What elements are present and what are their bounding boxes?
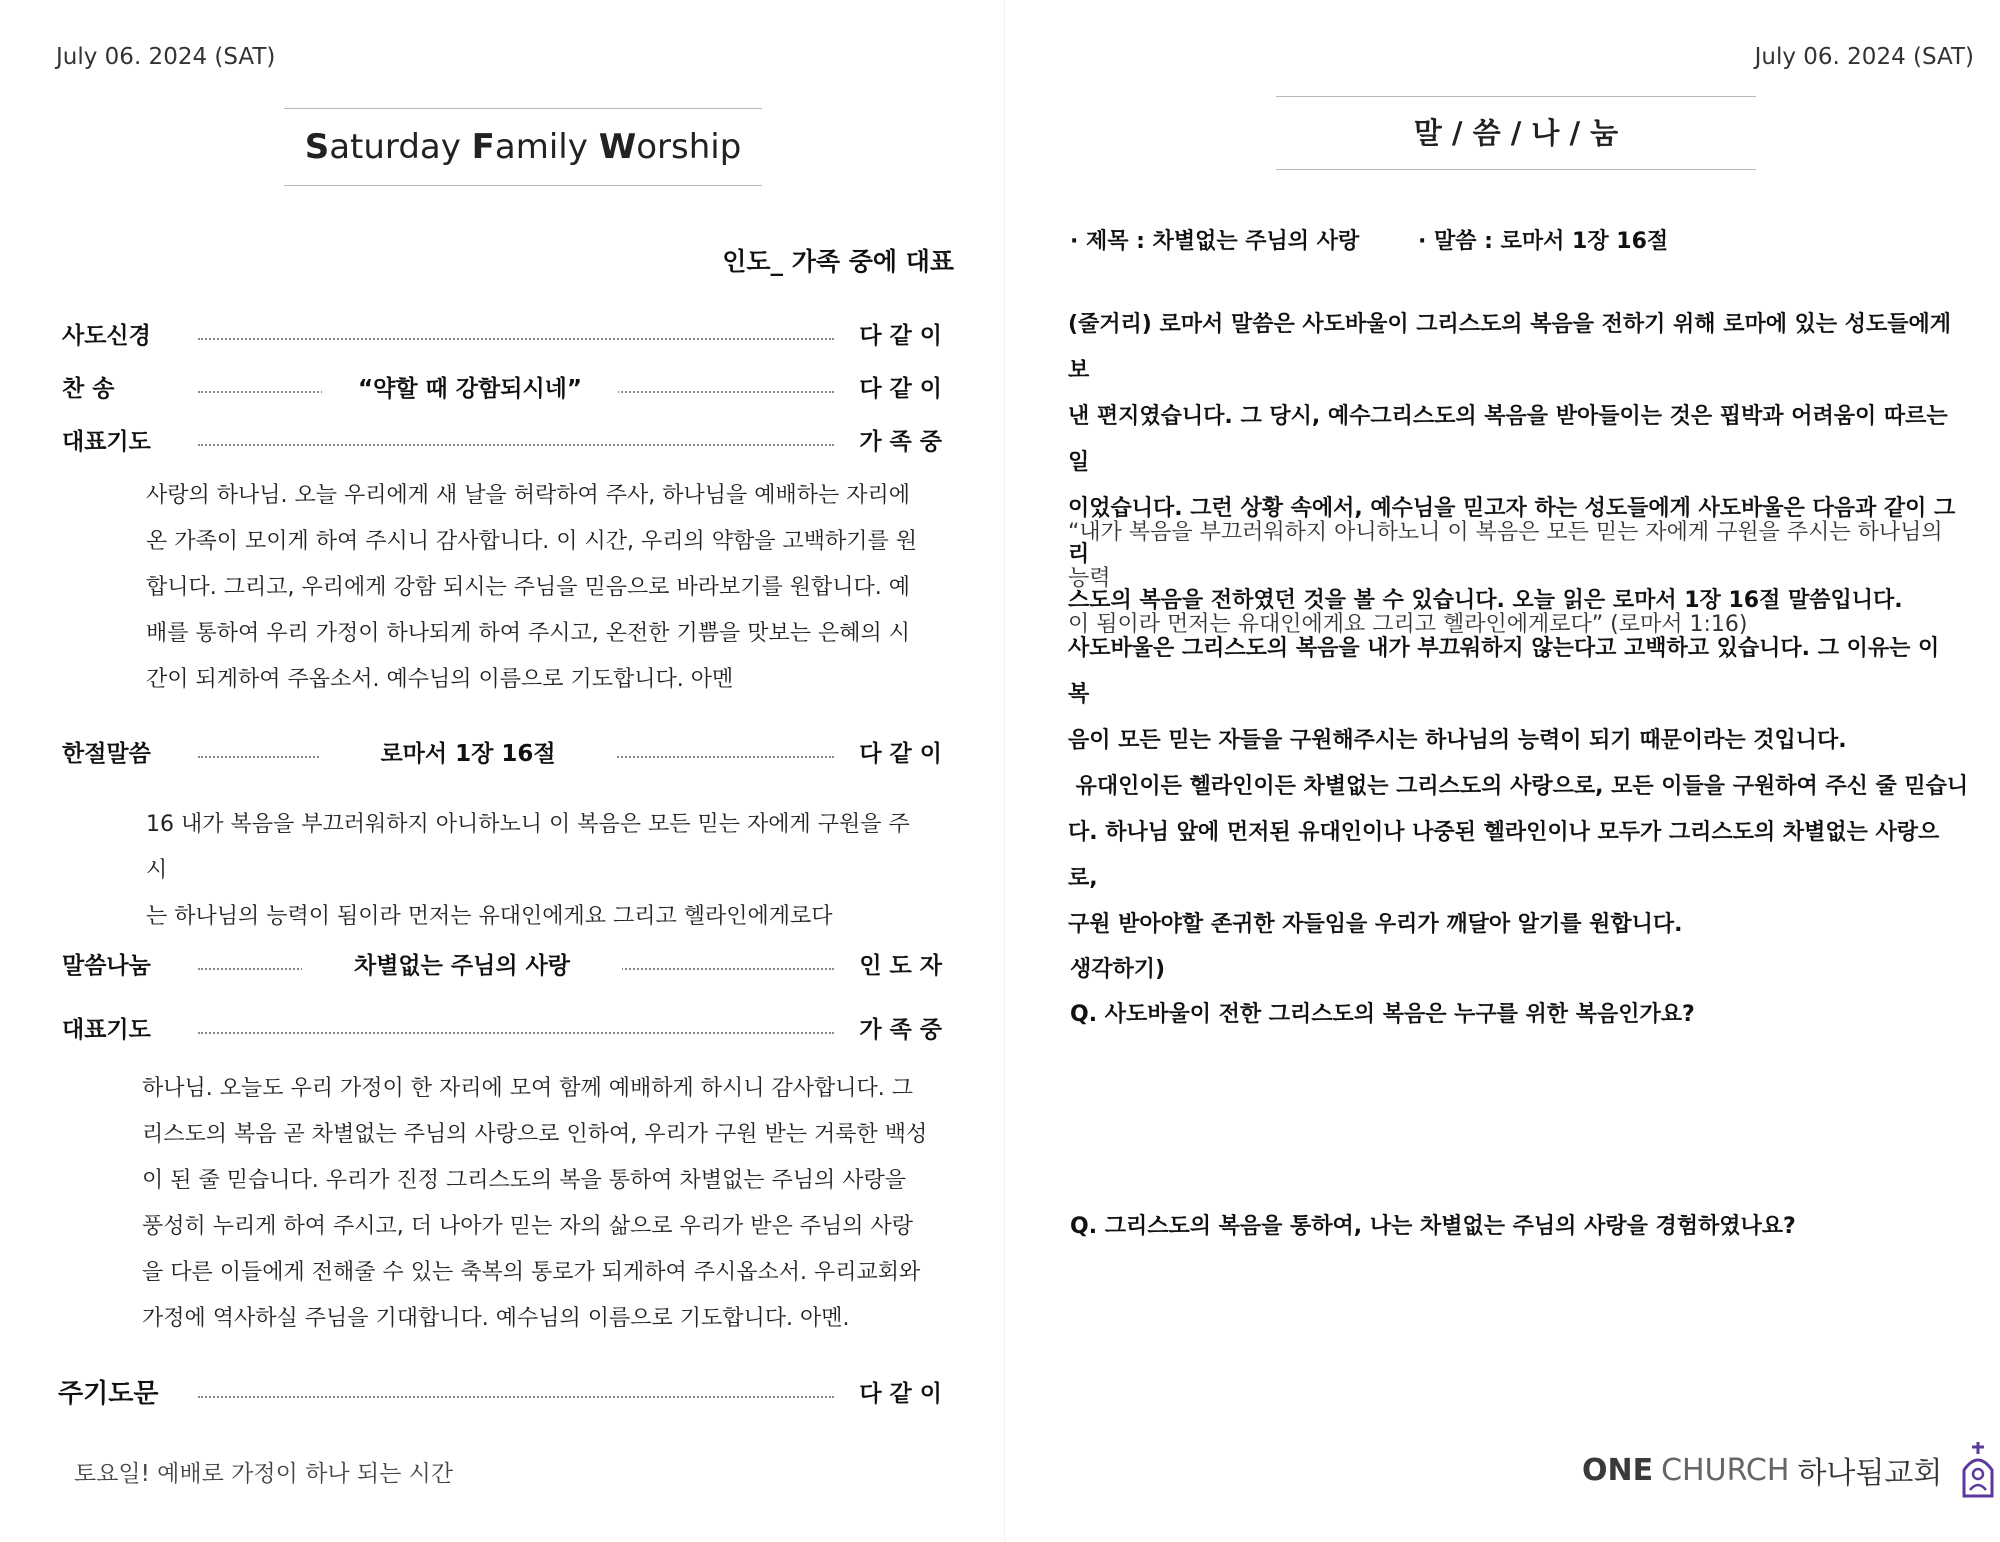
order-row-creed [62, 316, 942, 356]
body-line: 구원 받아야할 존귀한 자들임을 우리가 깨달아 알기를 원합니다. [1068, 912, 1683, 937]
footer-slogan: 토요일! 예배로 가정이 하나 되는 시간 [74, 1461, 454, 1487]
row-center: 차별없는 주님의 사랑 [302, 946, 622, 986]
row-center: 로마서 1장 16절 [320, 734, 616, 774]
worship-title-text [284, 109, 762, 185]
body-line: 다. 하나님 앞에 먼저된 유대인이나 나중된 헬라인이나 모두가 그리스도의 차별없는 사랑으로, [1068, 820, 1940, 891]
title-rest-s: aturday [329, 127, 472, 167]
row-label: 말씀나눔 [62, 953, 151, 979]
scripture-line: · 말씀 : 로마서 1장 16절 [1418, 229, 1669, 254]
prayer-line: 배를 통하여 우리 가정이 하나되게 하여 주시고, 온전한 기쁨을 맛보는 은혜의 시 [146, 621, 910, 646]
leader-note: 인도_ 가족 중에 대표 [722, 247, 954, 276]
prayer-line: 가정에 역사하실 주님을 기대합니다. 예수님의 이름으로 기도합니다. 아멘. [142, 1306, 850, 1331]
title-rest-f: amily [494, 127, 599, 167]
body-line: 사도바울은 그리스도의 복음을 내가 부끄워하지 않는다고 고백하고 있습니다. 그 이유는 이 복 [1068, 636, 1940, 707]
row-right: 가 족 중 [859, 1017, 942, 1043]
dot-leader [198, 1382, 834, 1398]
row-label: 한절말씀 [62, 741, 151, 767]
summary-line: (줄거리) 로마서 말씀은 사도바울이 그리스도의 복음을 전하기 위해 로마에 있는 성도들에게 보 [1068, 312, 1952, 383]
order-row-hymn [62, 369, 942, 409]
sharing-title [1276, 96, 1756, 170]
right-page [1000, 0, 2000, 1542]
prayer-line: 합니다. 그리고, 우리에게 강함 되시는 주님을 믿음으로 바라보기를 원합니다. 예 [146, 575, 910, 600]
prayer-line: 사랑의 하나님. 오늘 우리에게 새 날을 허락하여 주사, 하나님을 예배하는 자리에 [146, 483, 910, 508]
quote-line: “내가 복음을 부끄러워하지 아니하노니 이 복음은 모든 믿는 자에게 구원을 주시는 하나님의 능력 [1068, 520, 1943, 591]
dot-leader [198, 1018, 834, 1034]
row-label: 사도신경 [62, 323, 151, 349]
order-row-prayer-2 [62, 1010, 942, 1050]
prayer-line: 하나님. 오늘도 우리 가정이 한 자리에 모여 함께 예배하게 하시니 감사합니다. 그 [142, 1076, 913, 1101]
order-row-sharing [62, 946, 942, 986]
prayer-line: 리스도의 복음 곧 차별없는 주님의 사랑으로 인하여, 우리가 구원 받는 거룩한 백성 [142, 1122, 928, 1147]
body-line: 유대인이든 헬라인이든 차별없는 그리스도의 사랑으로, 모든 이들을 구원하여 주신 줄 믿습니 [1068, 774, 1969, 799]
prayer-line: 을 다른 이들에게 전해줄 수 있는 축복의 통로가 되게하여 주시옵소서. 우리교회와 [142, 1260, 921, 1285]
dot-leader [198, 430, 834, 446]
row-right: 가 족 중 [859, 429, 942, 455]
question-1: Q. 사도바울이 전한 그리스도의 복음은 누구를 위한 복음인가요? [1070, 1002, 1695, 1027]
row-right: 다 같 이 [859, 1381, 942, 1407]
prayer-line: 풍성히 누리게 하여 주시고, 더 나아가 믿는 자의 삶으로 우리가 받은 주님의 사랑 [142, 1214, 913, 1239]
row-right: 다 같 이 [859, 741, 942, 767]
prayer-1-text [146, 473, 926, 703]
logo-church: CHURCH [1661, 1452, 1790, 1488]
row-right: 다 같 이 [859, 323, 942, 349]
worship-title [284, 108, 762, 186]
subject-line: · 제목 : 차별없는 주님의 사랑 [1070, 229, 1360, 254]
row-label: 대표기도 [62, 1017, 151, 1043]
title-rest-w: orship [636, 127, 742, 167]
dot-leader [198, 324, 834, 340]
body-line: 음이 모든 믿는 자들을 구원해주시는 하나님의 능력이 되기 때문이라는 것입니다. [1068, 728, 1847, 753]
summary-line: 이었습니다. 그런 상황 속에서, 예수님을 믿고자 하는 성도들에게 사도바울은 다음과 같이 그리 [1068, 496, 1956, 567]
order-row-verse [62, 734, 942, 774]
body-text [1068, 626, 1968, 948]
row-center: “약할 때 강함되시네” [322, 369, 618, 409]
think-heading: 생각하기) [1070, 957, 1166, 982]
verse-line: 16 내가 복음을 부끄러워하지 아니하노니 이 복음은 모든 믿는 자에게 구원을 주시 [146, 812, 910, 883]
summary-line: 스도의 복음을 전하였던 것을 볼 수 있습니다. 오늘 읽은 로마서 1장 16절 말씀입니다. [1068, 588, 1903, 613]
title-cap-w: W [598, 127, 637, 167]
question-2: Q. 그리스도의 복음을 통하여, 나는 차별없는 주님의 사랑을 경험하였나요? [1070, 1214, 1796, 1239]
right-date: July 06. 2024 (SAT) [1754, 44, 1974, 70]
prayer-line: 이 된 줄 믿습니다. 우리가 진정 그리스도의 복을 통하여 차별없는 주님의 사랑을 [142, 1168, 906, 1193]
logo-korean: 하나됨교회 [1797, 1456, 1943, 1491]
title-cap-f: F [471, 127, 495, 167]
row-label: 찬 송 [62, 376, 115, 402]
row-right: 다 같 이 [859, 376, 942, 402]
prayer-2-text [142, 1066, 932, 1342]
prayer-line: 온 가족이 모이게 하여 주시니 감사합니다. 이 시간, 우리의 약함을 고백하기를 원 [146, 529, 917, 554]
row-label: 대표기도 [62, 429, 151, 455]
order-row-prayer-1 [62, 422, 942, 462]
title-cap-s: S [304, 127, 330, 167]
church-logo [1582, 1440, 2000, 1500]
sharing-title-text: 말 / 씀 / 나 / 눔 [1413, 116, 1619, 150]
summary-line: 낸 편지였습니다. 그 당시, 예수그리스도의 복음을 받아들이는 것은 핍박과 어려움이 따르는 일 [1068, 404, 1948, 475]
church-cross-icon [1956, 1440, 2000, 1500]
row-label: 주기도문 [58, 1379, 159, 1409]
quote-line: 이 됨이라 먼저는 유대인에게요 그리고 헬라인에게로다” (로마서 1:16) [1068, 612, 1748, 637]
order-row-lords-prayer [58, 1374, 942, 1414]
logo-one: ONE [1582, 1452, 1654, 1488]
verse-text [146, 802, 926, 940]
row-right: 인 도 자 [859, 953, 942, 979]
prayer-line: 간이 되게하여 주옵소서. 예수님의 이름으로 기도합니다. 아멘 [146, 667, 734, 692]
verse-line: 는 하나님의 능력이 됨이라 먼저는 유대인에게요 그리고 헬라인에게로다 [146, 904, 833, 929]
left-date: July 06. 2024 (SAT) [56, 44, 276, 70]
